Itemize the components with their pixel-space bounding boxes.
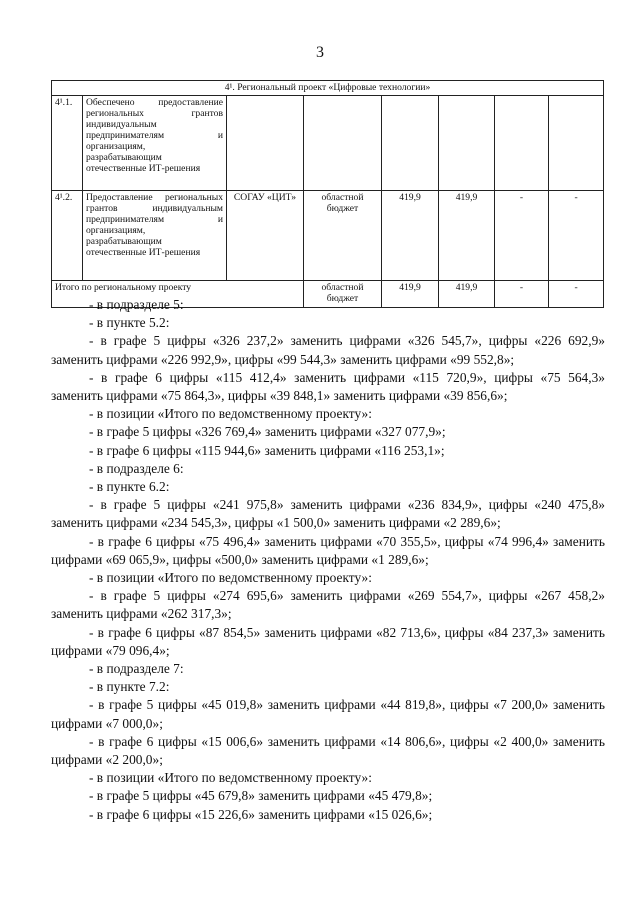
row-executor bbox=[227, 96, 304, 191]
paragraph: - в пункте 5.2: bbox=[89, 315, 170, 331]
paragraph: - в графе 5 цифры «45 019,8» заменить цифрами «44 819,8», цифры «7 200,0» заменить цифрами «7 000,0»; bbox=[51, 697, 605, 731]
paragraph: - в графе 5 цифры «326 237,2» заменить цифрами «326 545,7», цифры «226 692,9» заменить цифрами «226 992,9», цифры «99 544,3» заменить цифрами «99 552,8»; bbox=[51, 333, 605, 367]
total-col6: 419,9 bbox=[439, 281, 495, 308]
row-executor: СОГАУ «ЦИТ» bbox=[227, 191, 304, 281]
budget-table bbox=[51, 80, 604, 308]
paragraph: - в графе 6 цифры «115 944,6» заменить цифрами «116 253,1»; bbox=[89, 442, 445, 458]
paragraph: - в подразделе 7: bbox=[89, 661, 184, 677]
paragraph: - в графе 6 цифры «87 854,5» заменить цифрами «82 713,6», цифры «84 237,3» заменить цифрами «79 096,4»; bbox=[51, 624, 605, 658]
paragraph: - в графе 6 цифры «75 496,4» заменить цифрами «70 355,5», цифры «74 996,4» заменить цифрами «69 065,9», цифры «500,0» заменить цифрами «1 289,6»; bbox=[51, 533, 605, 567]
row-description: Предоставление региональных грантов индивидуальным предпринимателям и организациям, разрабатывающим отечественные ИТ-решения bbox=[83, 191, 227, 281]
table-row bbox=[52, 191, 604, 281]
total-col5: 419,9 bbox=[382, 281, 439, 308]
table-section-heading-row bbox=[52, 81, 604, 96]
paragraph: - в пункте 7.2: bbox=[89, 679, 170, 695]
total-label: Итого по региональному проекту bbox=[52, 281, 304, 308]
paragraph: - в позиции «Итого по ведомственному проекту»: bbox=[89, 570, 372, 586]
row-source bbox=[304, 96, 382, 191]
row-col8 bbox=[549, 96, 604, 191]
row-col6 bbox=[439, 96, 495, 191]
row-col7: - bbox=[495, 191, 549, 281]
row-col8: - bbox=[549, 191, 604, 281]
paragraph: - в позиции «Итого по ведомственному проекту»: bbox=[89, 770, 372, 786]
row-number: 4¹.2. bbox=[52, 191, 83, 281]
paragraph: - в подразделе 5: bbox=[89, 297, 184, 312]
paragraph: - в графе 5 цифры «241 975,8» заменить цифрами «236 834,9», цифры «240 475,8» заменить цифрами «234 545,3», цифры «1 500,0» заменить цифрами «2 289,6»; bbox=[51, 497, 605, 531]
paragraph: - в графе 5 цифры «274 695,6» заменить цифрами «269 554,7», цифры «267 458,2» заменить цифрами «262 317,3»; bbox=[51, 588, 605, 622]
paragraph: - в графе 5 цифры «45 679,8» заменить цифрами «45 479,8»; bbox=[89, 788, 433, 804]
row-description: Обеспечено предоставление региональных грантов индивидуальным предпринимателям и организациям, разрабатывающим отечественные ИТ-решения bbox=[83, 96, 227, 191]
paragraph: - в позиции «Итого по ведомственному проекту»: bbox=[89, 406, 372, 422]
row-col5 bbox=[382, 96, 439, 191]
page-number: 3 bbox=[316, 44, 324, 61]
paragraph: - в графе 5 цифры «326 769,4» заменить цифрами «327 077,9»; bbox=[89, 424, 446, 440]
paragraph: - в графе 6 цифры «15 226,6» заменить цифрами «15 026,6»; bbox=[89, 806, 433, 822]
total-col7: - bbox=[495, 281, 549, 308]
row-col6: 419,9 bbox=[439, 191, 495, 281]
row-col7 bbox=[495, 96, 549, 191]
paragraph: - в пункте 6.2: bbox=[89, 479, 170, 495]
paragraph: - в графе 6 цифры «115 412,4» заменить цифрами «115 720,9», цифры «75 564,3» заменить цифрами «75 864,3», цифры «39 848,1» заменить цифрами «39 856,6»; bbox=[51, 369, 605, 404]
paragraph: - в графе 6 цифры «15 006,6» заменить цифрами «14 806,6», цифры «2 400,0» заменить цифрами «2 200,0»; bbox=[51, 733, 605, 768]
table-section-title: 4¹. Региональный проект «Цифровые технологии» bbox=[52, 81, 604, 96]
row-col5: 419,9 bbox=[382, 191, 439, 281]
row-source: областной бюджет bbox=[304, 191, 382, 281]
total-col8: - bbox=[549, 281, 604, 308]
row-number: 4¹.1. bbox=[52, 96, 83, 191]
paragraph: - в подразделе 6: bbox=[89, 460, 184, 476]
table-row bbox=[52, 96, 604, 191]
total-source: областной бюджет bbox=[304, 281, 382, 308]
amendments-text bbox=[51, 296, 605, 824]
